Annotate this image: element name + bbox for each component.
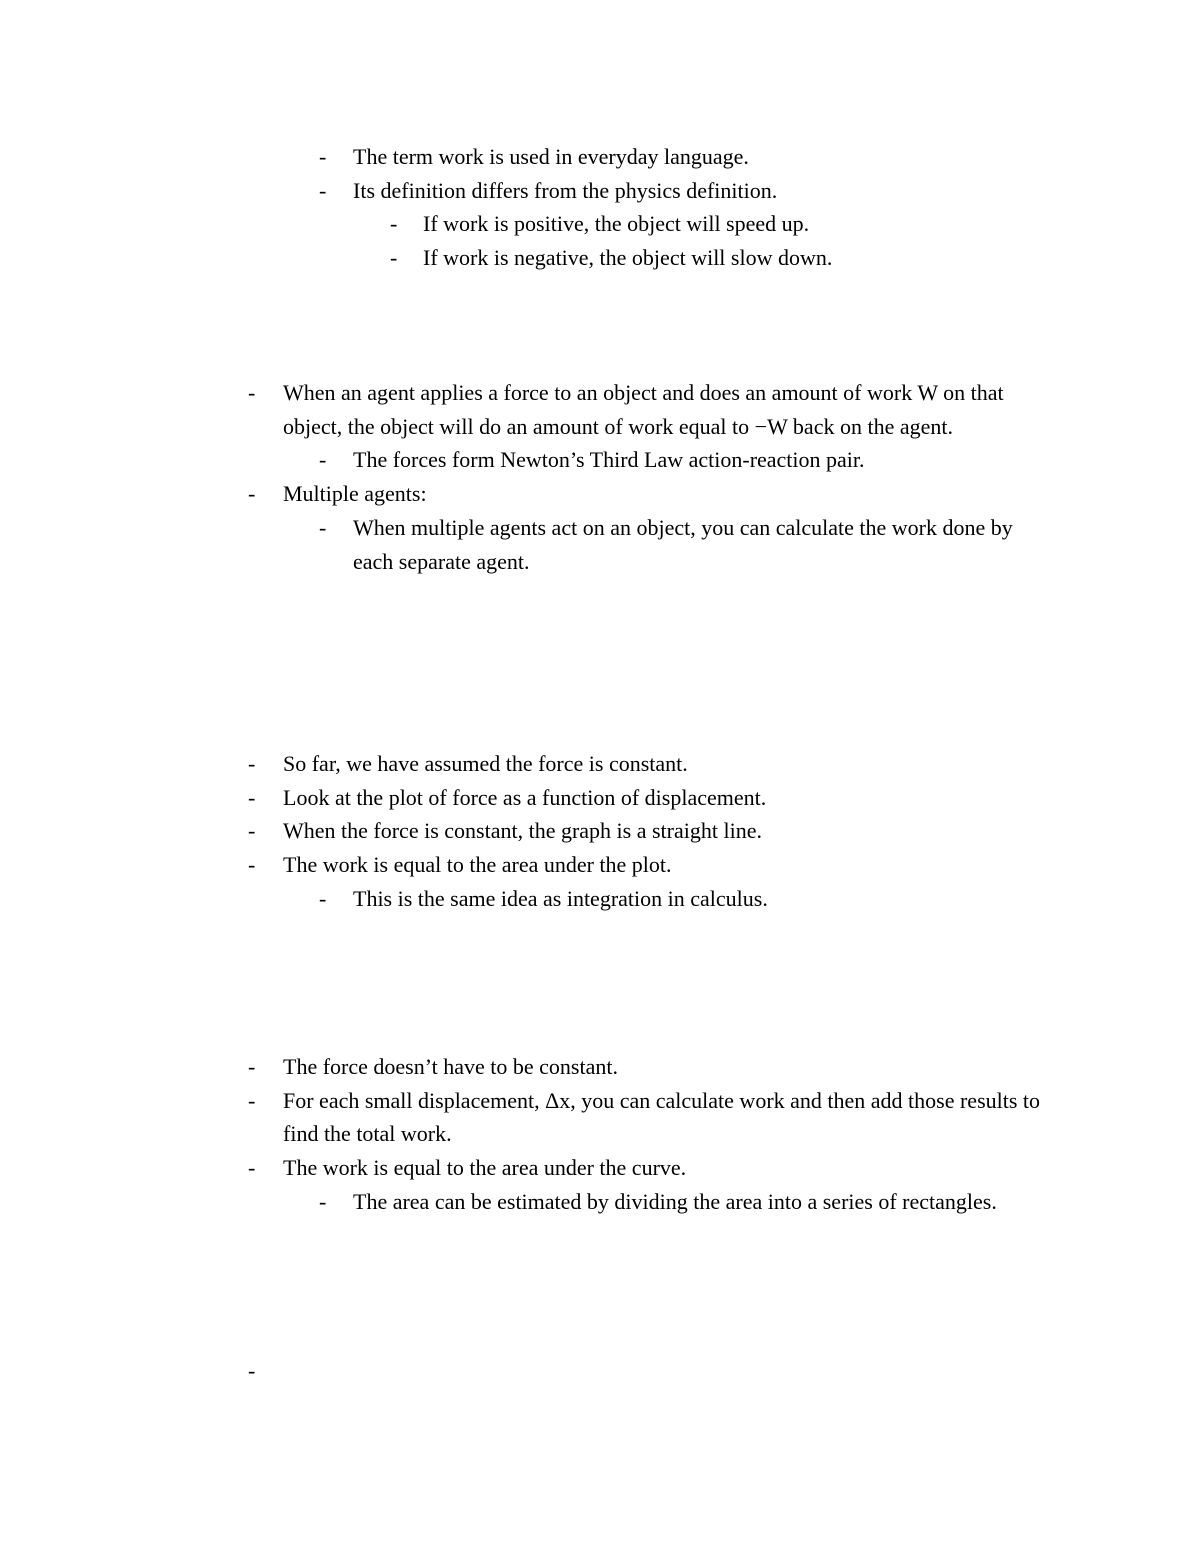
bullet-text: This is the same idea as integration in calculus.: [353, 885, 768, 911]
bullet-item: [0, 781, 1200, 815]
bullet-item: [0, 376, 1200, 443]
bullet-text: Look at the plot of force as a function of displacement.: [283, 784, 767, 810]
bullet-dash: -: [319, 447, 327, 473]
bullet-item: [0, 882, 1200, 916]
bullet-item: [0, 140, 1200, 174]
notes-section-4: [0, 1050, 1200, 1219]
empty-bullet-item: [0, 1354, 1200, 1388]
bullet-dash: -: [248, 1054, 256, 1079]
bullet-dash: -: [319, 1188, 327, 1214]
bullet-text: The work is equal to the area under the plot.: [283, 852, 672, 878]
notes-section-3: [0, 747, 1200, 916]
bullet-dash: -: [248, 818, 256, 844]
bullet-text: The term work is used in everyday language.: [353, 144, 749, 169]
bullet-item: [0, 443, 1200, 477]
bullet-item: [0, 511, 1200, 578]
bullet-item: [0, 1084, 1200, 1151]
bullet-text: Its definition differs from the physics definition.: [353, 177, 778, 203]
bullet-dash: -: [248, 784, 256, 810]
bullet-dash: -: [319, 885, 327, 911]
bullet-item: [0, 848, 1200, 882]
bullet-text: The area can be estimated by dividing the area into a series of rectangles.: [353, 1188, 997, 1214]
bullet-dash: -: [248, 1087, 256, 1113]
bullet-item: [0, 1050, 1200, 1084]
bullet-item: [0, 1151, 1200, 1185]
bullet-dash: -: [248, 1358, 256, 1383]
bullet-text: If work is positive, the object will speed up.: [423, 211, 810, 237]
bullet-dash: -: [248, 751, 256, 776]
bullet-dash: -: [319, 144, 327, 169]
bullet-text: The work is equal to the area under the curve.: [283, 1155, 687, 1181]
bullet-dash: -: [248, 1155, 256, 1181]
bullet-text: Multiple agents:: [283, 481, 427, 507]
bullet-text: For each small displacement, Δx, you can calculate work and then add those results to find the total work.: [283, 1087, 1041, 1147]
bullet-item: [0, 241, 1200, 275]
bullet-text-empty: [283, 1354, 1053, 1388]
bullet-dash: -: [248, 380, 256, 405]
bullet-dash: -: [319, 514, 327, 540]
bullet-item: [0, 814, 1200, 848]
bullet-item: [0, 477, 1200, 511]
bullet-dash: -: [319, 177, 327, 203]
bullet-dash: -: [390, 245, 398, 271]
bullet-item: [0, 174, 1200, 208]
bullet-dash: -: [390, 211, 398, 237]
bullet-text: The force doesn’t have to be constant.: [283, 1054, 618, 1079]
bullet-dash: -: [248, 481, 256, 507]
bullet-item: [0, 747, 1200, 781]
bullet-text: When the force is constant, the graph is a straight line.: [283, 818, 762, 844]
bullet-item: [0, 1185, 1200, 1219]
bullet-text: So far, we have assumed the force is constant.: [283, 751, 688, 776]
bullet-text: When an agent applies a force to an object and does an amount of work W on that object, the object will do an amount of work equal to −W back on the agent.: [283, 380, 1004, 439]
notes-section-2: [0, 376, 1200, 578]
bullet-item: [0, 207, 1200, 241]
notes-section-1: [0, 140, 1200, 275]
bullet-dash: -: [248, 852, 256, 878]
bullet-text: If work is negative, the object will slow down.: [423, 245, 833, 271]
notes-section-5: [0, 1354, 1200, 1388]
bullet-text: When multiple agents act on an object, you can calculate the work done by each separate agent.: [353, 514, 1013, 574]
bullet-text: The forces form Newton’s Third Law action-reaction pair.: [353, 447, 865, 473]
